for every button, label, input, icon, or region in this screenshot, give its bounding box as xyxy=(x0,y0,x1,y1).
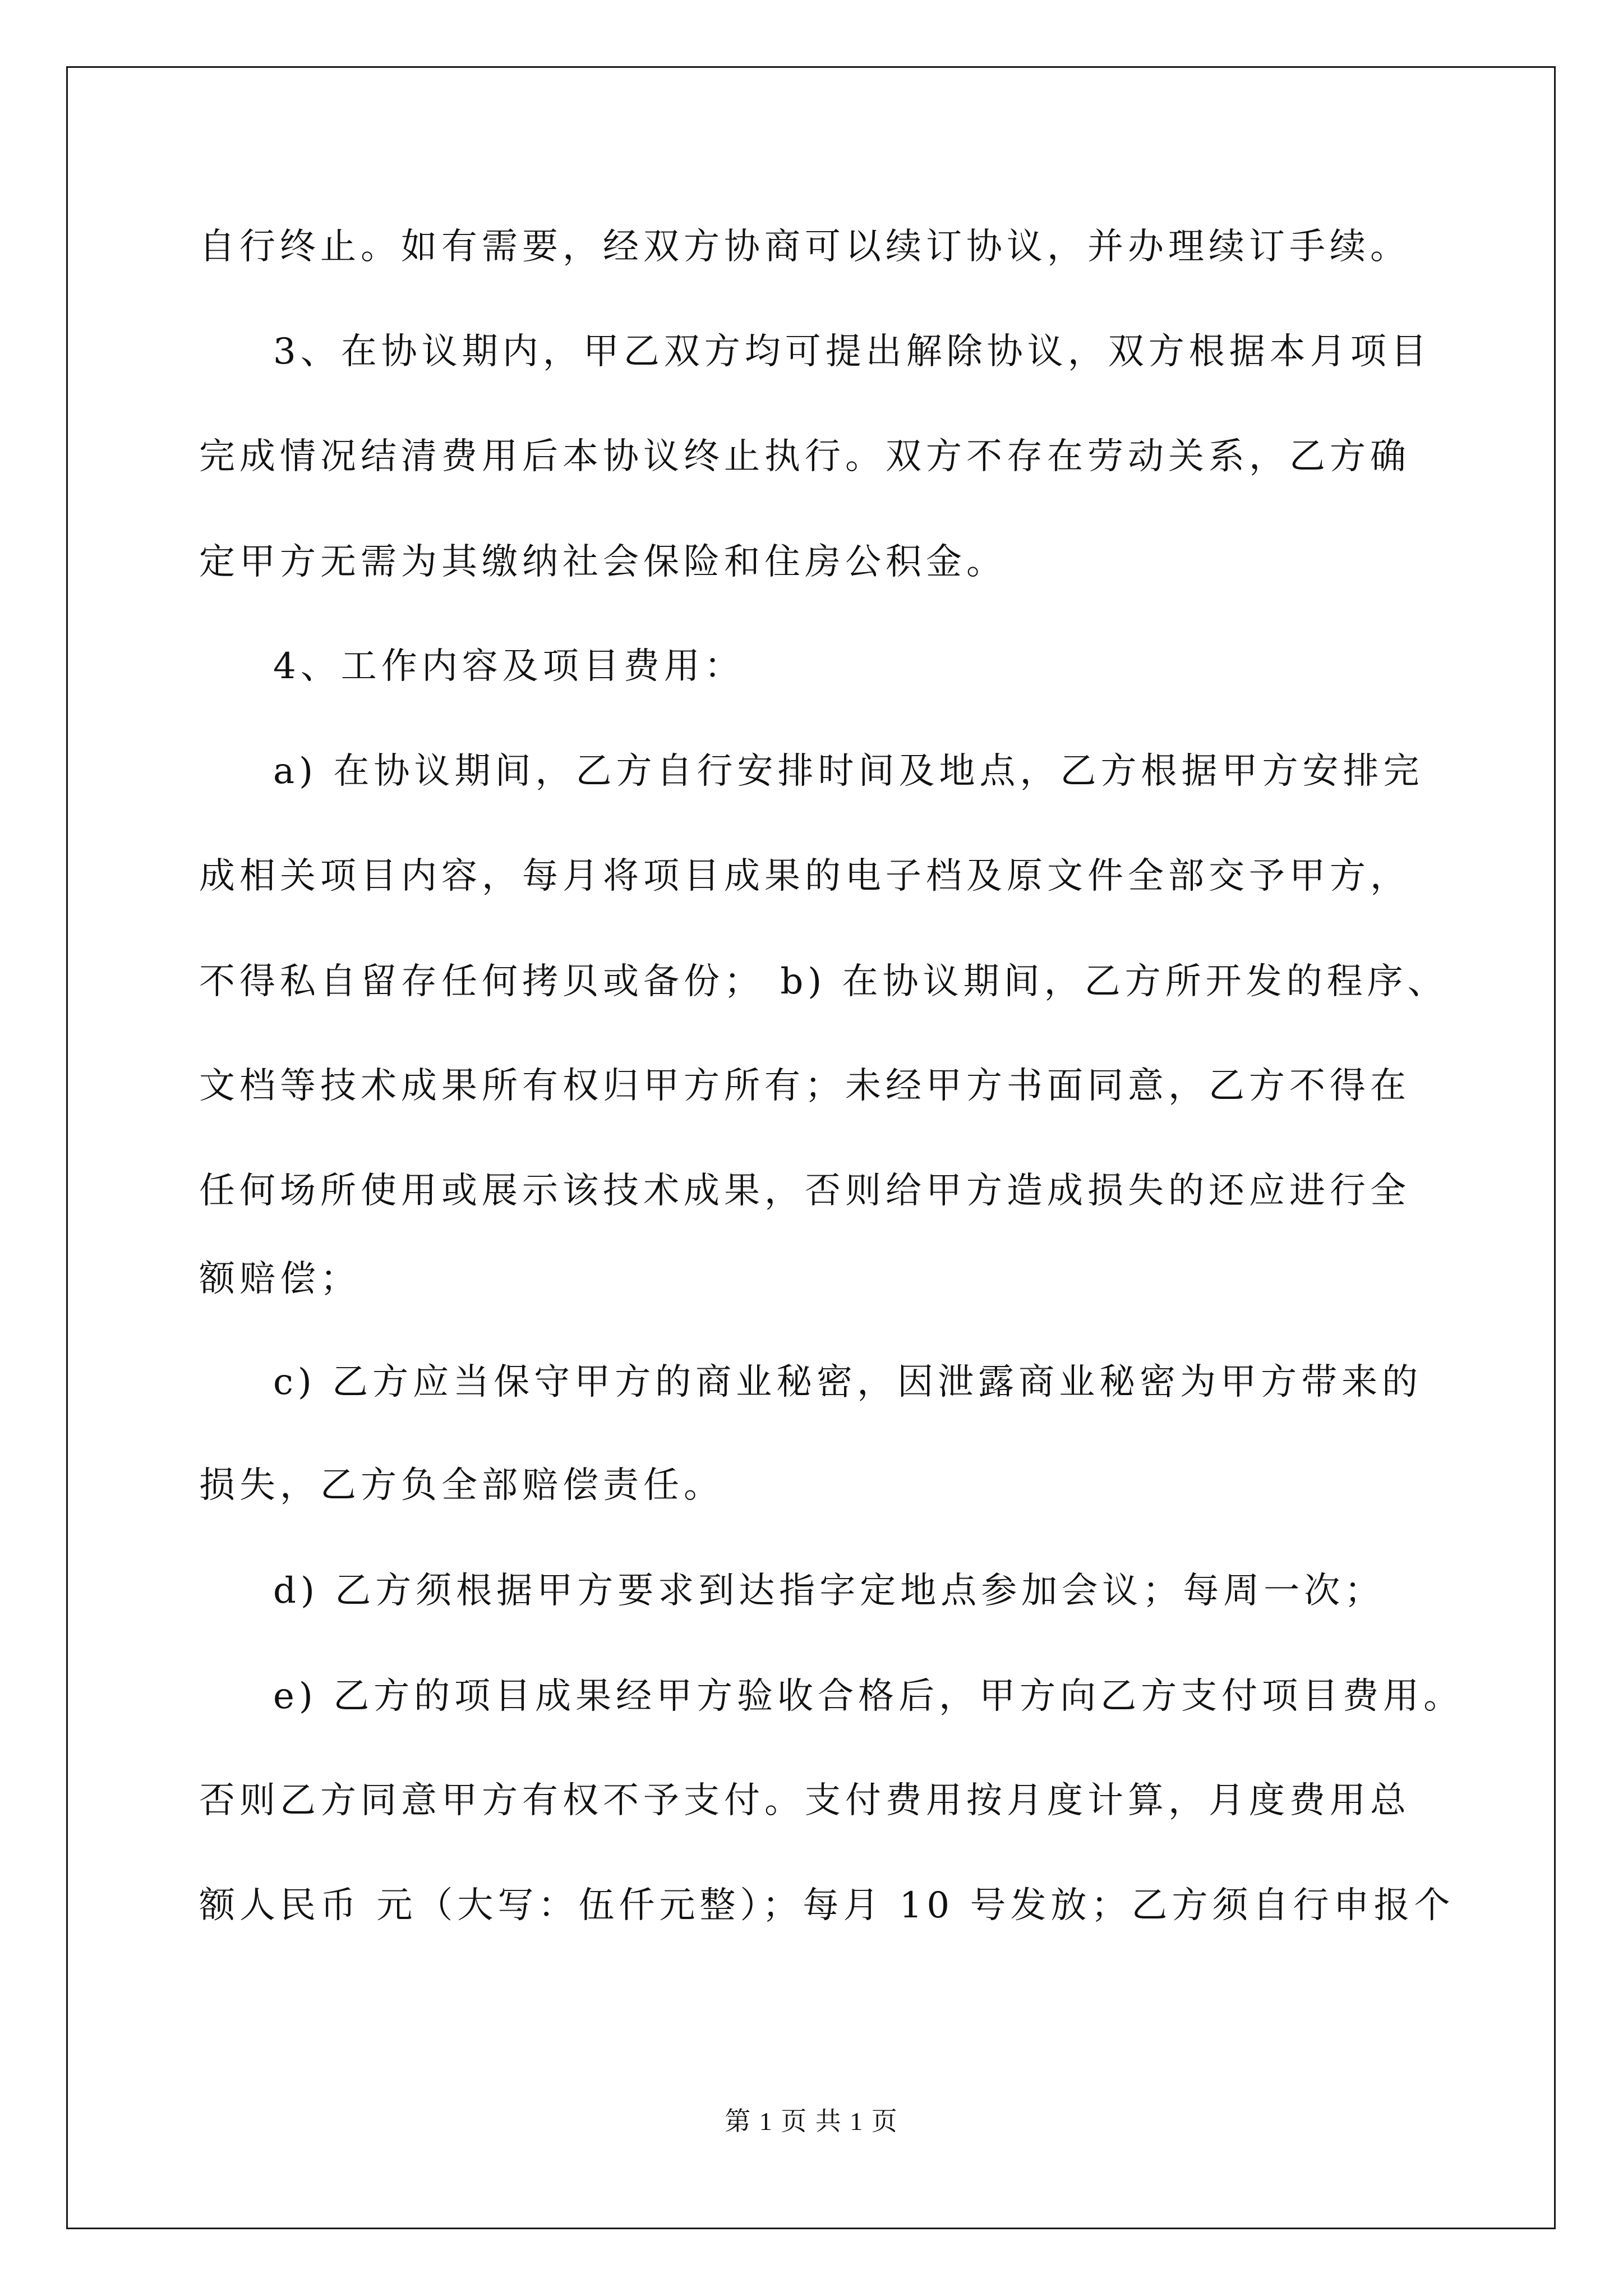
text-line: 任何场所使用或展示该技术成果，否则给甲方造成损失的还应进行全 xyxy=(199,1170,1410,1212)
text-line: 3、在协议期内，甲乙双方均可提出解除协议，双方根据本月项目 xyxy=(273,331,1431,372)
text-line: 成相关项目内容，每月将项目成果的电子档及原文件全部交予甲方， xyxy=(199,855,1410,897)
text-line: 损失，乙方负全部赔偿责任。 xyxy=(199,1465,724,1506)
text-line: 额赔偿； xyxy=(199,1258,361,1300)
text-line: 自行终止。如有需要，经双方协商可以续订协议，并办理续订手续。 xyxy=(199,226,1410,268)
text-line: c) 乙方应当保守甲方的商业秘密，因泄露商业秘密为甲方带来的 xyxy=(273,1361,1423,1403)
text-line: 完成情况结清费用后本协议终止执行。双方不存在劳动关系，乙方确 xyxy=(199,436,1410,477)
text-line: e) 乙方的项目成果经甲方验收合格后，甲方向乙方支付项目费用。 xyxy=(273,1676,1464,1717)
text-line: 4、工作内容及项目费用： xyxy=(273,646,745,687)
text-line: d) 乙方须根据甲方要求到达指字定地点参加会议；每周一次； xyxy=(273,1570,1385,1612)
text-line: 定甲方无需为其缴纳社会保险和住房公积金。 xyxy=(199,541,1007,583)
text-line: a) 在协议期间，乙方自行安排时间及地点，乙方根据甲方安排完 xyxy=(273,751,1424,792)
text-line: 额人民币 元（大写：伍仟元整）；每月 10 号发放；乙方须自行申报个 xyxy=(199,1885,1455,1926)
text-line: 文档等技术成果所有权归甲方所有；未经甲方书面同意，乙方不得在 xyxy=(199,1065,1410,1107)
text-line: 否则乙方同意甲方有权不予支付。支付费用按月度计算，月度费用总 xyxy=(199,1780,1410,1821)
page-number-footer: 第 1 页 共 1 页 xyxy=(725,2107,898,2136)
text-line: 不得私自留存任何拷贝或备份； b) 在协议期间，乙方所开发的程序、 xyxy=(199,961,1448,1002)
